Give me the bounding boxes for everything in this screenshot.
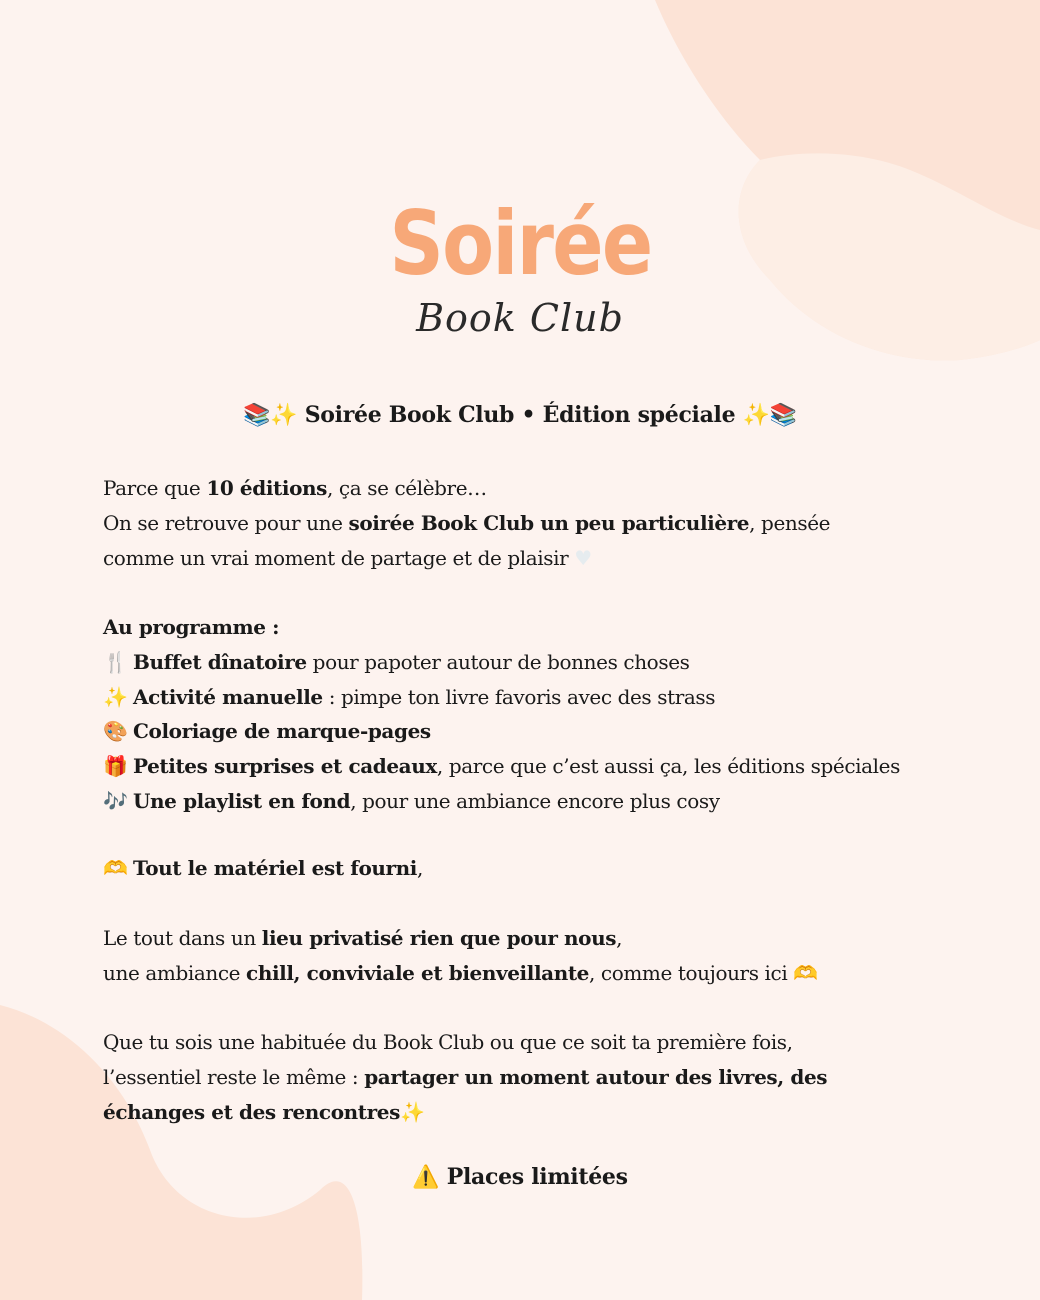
- sparkle-books-icon: ✨📚: [742, 402, 797, 428]
- warning-icon: ⚠️: [412, 1164, 440, 1190]
- text-bold: soirée Book Club un peu particulière: [348, 510, 750, 535]
- text: , pour une ambiance encore plus cosy: [350, 788, 720, 813]
- intro-line-2: [103, 506, 953, 541]
- program-item-activity: [103, 680, 953, 715]
- logo: [0, 192, 1040, 340]
- text-bold: Activité manuelle: [133, 684, 323, 709]
- sparkles-icon: ✨: [103, 684, 128, 709]
- venue-paragraph: [103, 921, 953, 991]
- logo-subtitle: Book Club: [416, 296, 624, 340]
- program-item-playlist: [103, 784, 953, 819]
- places-limited-text: Places limitées: [446, 1164, 628, 1190]
- venue-line-2: [103, 956, 953, 991]
- text: une ambiance: [103, 960, 247, 985]
- headline: [0, 402, 1040, 428]
- heart-hands-icon: 🫶: [793, 960, 818, 985]
- program-item-coloring: [103, 714, 953, 749]
- program-title: Au programme :: [103, 615, 280, 639]
- headline-text: Soirée Book Club • Édition spéciale: [304, 402, 736, 428]
- text: ,: [616, 926, 623, 950]
- text-bold: chill, conviviale et bienveillante: [246, 960, 589, 985]
- fork-knife-icon: 🍴: [103, 649, 128, 674]
- heart-hands-icon: 🫶: [103, 856, 128, 880]
- places-limited: [0, 1164, 1040, 1190]
- music-notes-icon: 🎶: [103, 788, 128, 813]
- text-bold: Coloriage de marque-pages: [133, 719, 431, 744]
- closing-line-2: [103, 1060, 953, 1095]
- text-bold: partager un moment autour des livres, des: [364, 1064, 828, 1089]
- text: pour papoter autour de bonnes choses: [306, 649, 690, 674]
- text: : pimpe ton livre favoris avec des strass: [322, 684, 716, 709]
- program-item-buffet: [103, 645, 953, 680]
- materials-line: [103, 851, 953, 886]
- program-section: [103, 610, 953, 819]
- closing-line-1: Que tu sois une habituée du Book Club ou que ce soit ta première fois,: [103, 1030, 793, 1054]
- books-sparkle-icon: 📚✨: [243, 402, 298, 428]
- text: On se retrouve pour une: [103, 510, 349, 535]
- text: l’essentiel reste le même :: [103, 1064, 365, 1089]
- closing-paragraph: [103, 1025, 953, 1129]
- gift-icon: 🎁: [103, 754, 128, 779]
- text-bold: 10 éditions: [206, 476, 328, 500]
- text: , parce que c’est aussi ça, les éditions spéciales: [436, 754, 900, 779]
- intro-line-1: [103, 471, 953, 506]
- intro-line-3: [103, 541, 953, 576]
- text: , pensée: [749, 510, 831, 535]
- text-bold: Petites surprises et cadeaux: [133, 754, 437, 779]
- text: , comme toujours ici: [589, 960, 794, 985]
- intro-paragraph: [103, 471, 953, 575]
- sparkles-icon: ✨: [399, 1099, 425, 1124]
- text: ,: [417, 856, 423, 880]
- program-item-surprises: [103, 749, 953, 784]
- palette-icon: 🎨: [103, 719, 128, 744]
- text-bold: Tout le matériel est fourni: [133, 856, 418, 880]
- text: , ça se célèbre…: [327, 476, 487, 500]
- text: Le tout dans un: [103, 926, 262, 950]
- text-bold: lieu privatisé rien que pour nous: [261, 926, 617, 950]
- materials-text-line: [103, 851, 953, 886]
- text: comme un vrai moment de partage et de plaisir: [103, 545, 575, 570]
- text-bold: Buffet dînatoire: [133, 649, 307, 674]
- text-bold: échanges et des rencontres: [103, 1099, 400, 1124]
- closing-line-3: [103, 1095, 953, 1130]
- venue-line-1: [103, 921, 953, 956]
- text: Parce que: [103, 476, 207, 500]
- white-heart-icon: ♥: [574, 545, 592, 570]
- text-bold: Une playlist en fond: [133, 788, 351, 813]
- logo-title: Soirée: [388, 192, 652, 295]
